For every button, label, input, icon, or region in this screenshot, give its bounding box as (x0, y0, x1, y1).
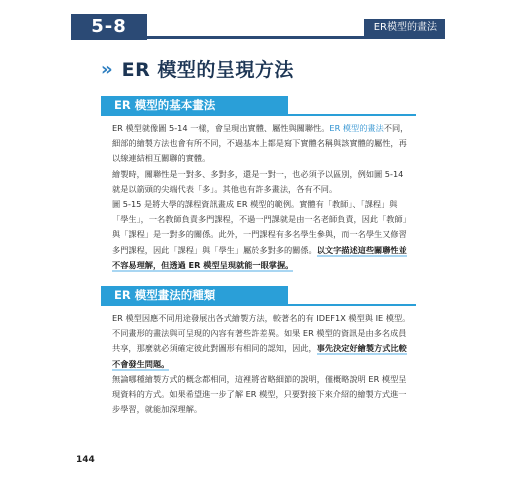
section-rule (101, 114, 416, 116)
running-header: ER模型的畫法 (364, 19, 445, 36)
section-body-types (112, 311, 422, 417)
body-line: 與「課程」是一對多的關係。此外，一門課程有多名學生參與，而一名學生又修習 (112, 229, 407, 240)
header-rule (147, 36, 445, 39)
body-line: 「學生」，一名教師負責多門課程，不過一門課就是由一名老師負責，因此「教師」 (112, 214, 411, 225)
body-line: 步學習，就能加深理解。 (112, 404, 203, 415)
body-line: 細部的繪製方法也會有所不同，不過基本上都是寫下實體名稱與該實體的屬性，再 (112, 138, 407, 149)
body-line: 不同畫形的畫法與可呈現的內容有著些許差異。如果 ER 模型的資訊是由多名成員 (112, 328, 407, 339)
body-line (112, 357, 422, 372)
body-line: 多門課程，因此「課程」與「學生」屬於多對多的關係。以文字描述這些關聯性並 (112, 244, 407, 255)
page-title: ER 模型的呈現方法 (121, 59, 294, 81)
body-line: 共享，那麼就必須確定彼此對圖形有相同的認知，因此，事先決定好繪製方式比較 (112, 343, 407, 354)
emphasis-text: 不容易理解，但透過 ER 模型呈現就能一眼掌握。 (112, 259, 294, 270)
body-line: 就是以箭頭的尖端代表「多」。其他也有許多畫法，各有不同。 (112, 183, 338, 194)
section-body-basic (112, 121, 422, 273)
chapter-number: 5-8 (71, 14, 147, 40)
section-heading-types: ER 模型畫法的種類 (101, 286, 288, 305)
term-highlight: ER 模型的畫法 (329, 123, 384, 133)
body-line: 以線連結相互關聯的實體。 (112, 153, 211, 164)
body-line: 無論哪種繪製方式的概念都相同，這裡將省略細節的說明，僅概略說明 ER 模型呈 (112, 373, 407, 384)
section-rule (101, 304, 416, 306)
body-line: 繪製時，關聯性是一對多、多對多，還是一對一，也必須予以區別，例如圖 5-14 (112, 168, 404, 179)
body-line: 圖 5-15 是將大學的課程資訊畫成 ER 模型的範例。實體有「教師」、「課程」與 (112, 199, 398, 210)
body-line (112, 258, 422, 273)
body-line: ER 模型就像圖 5-14 一樣，會呈現出實體、屬性與關聯性。ER 模型的畫法不同， (112, 123, 409, 133)
emphasis-text: 以文字描述這些關聯性並 (316, 244, 407, 255)
page-title-row (101, 58, 294, 82)
double-chevron-icon: » (101, 59, 113, 80)
section-heading-basic: ER 模型的基本畫法 (101, 96, 288, 115)
body-line: ER 模型因應不同用途發展出各式繪製方法，較著名的有 IDEF1X 模型與 IE 模型。 (112, 313, 411, 323)
emphasis-text: 事先決定好繪製方式比較 (316, 343, 407, 354)
page-number: 144 (76, 455, 95, 465)
body-line: 現資料的方式。如果希望進一步了解 ER 模型，只要對接下來介紹的繪製方式進一 (112, 389, 407, 400)
emphasis-text: 不會發生問題。 (112, 358, 170, 369)
